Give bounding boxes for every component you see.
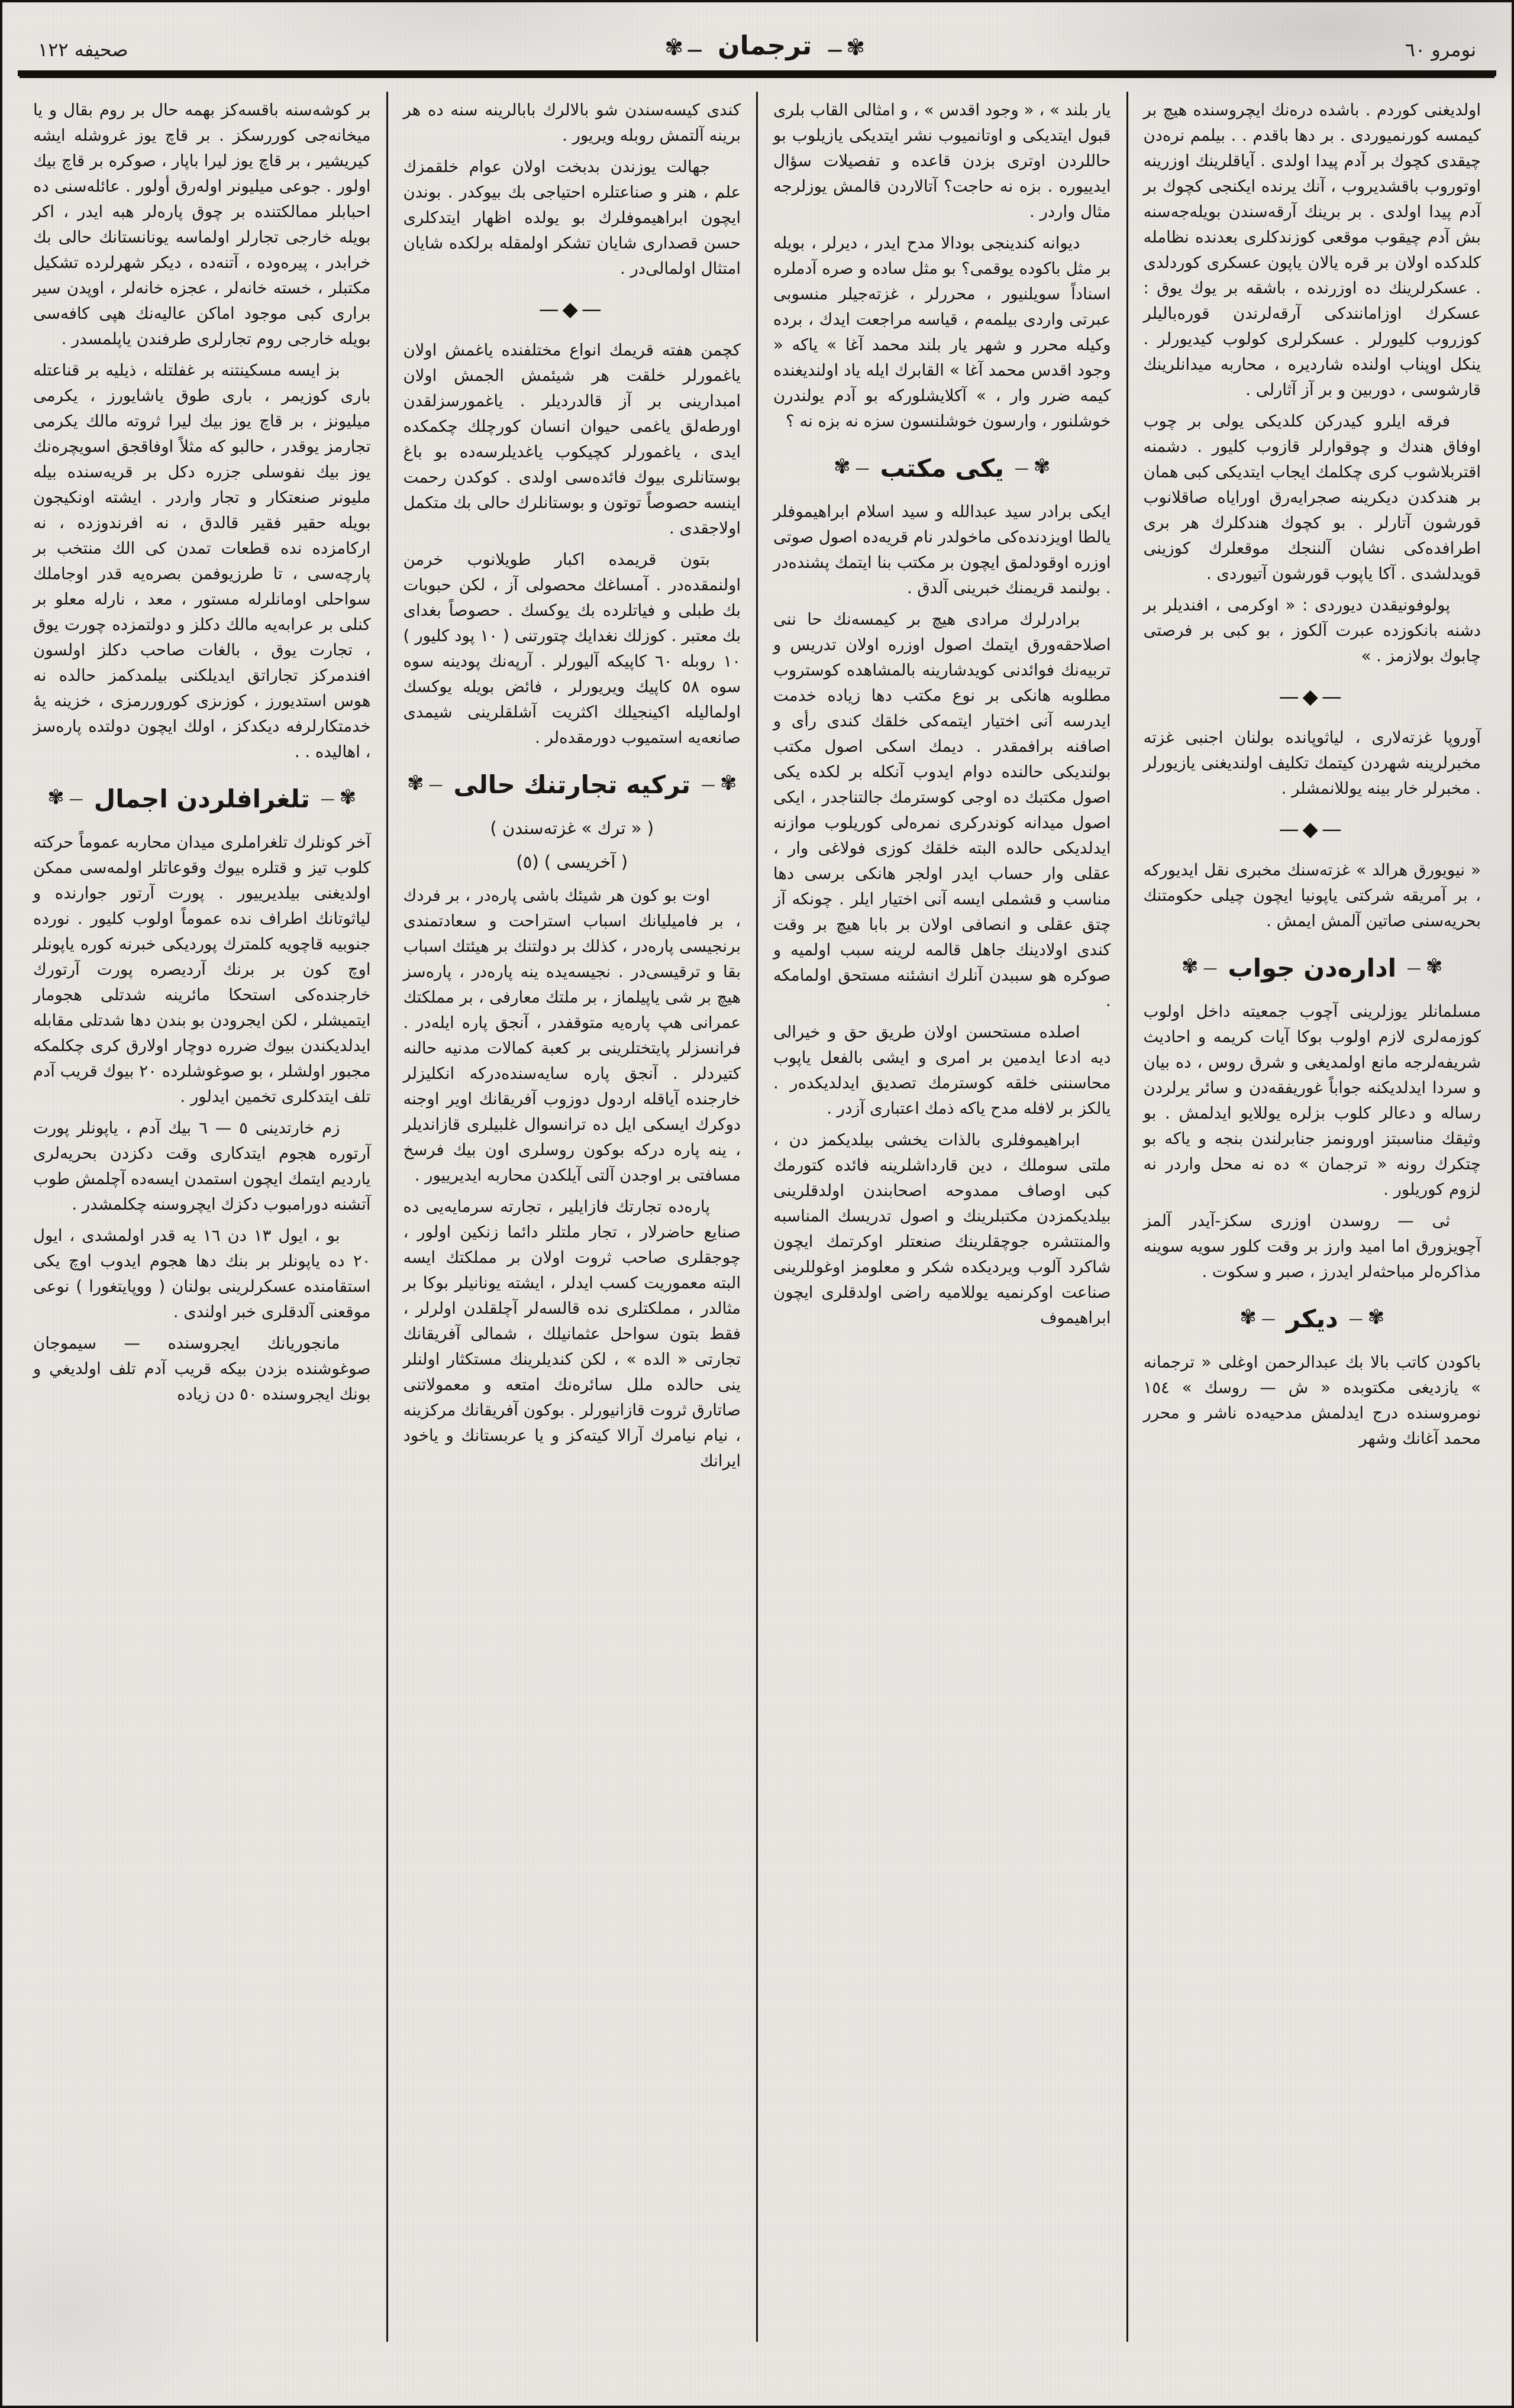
text-column-left	[18, 92, 388, 2342]
paragraph: باكودن كاتب بالا بك عبدالرحمن اوغلى « ترجمانه » يازديغى مكتوبده « ش — روسك » ١٥٤ نومروسنده درج ايدلمش مدحيه‌ده ناشر و محرر محمد آغانك وشهر	[1143, 1353, 1481, 1448]
section-heading	[773, 454, 1111, 481]
section-heading	[403, 771, 741, 798]
section-heading-text: تركيه تجارتنك حالى	[453, 770, 690, 799]
columns-area	[2, 76, 1512, 2342]
paragraph: يار بلند » ، « وجود اقدس » ، و امثالى القاب بلرى قبول ايتديكى و اوتانميوب نشر ايتديكى يازيلوب بو حاللردن اوترى بزدن قاعده و تفصيلات سؤال ايدييوره . بزه نه حاجت؟ آتالاردن قالمش يوزلرجه مثال واردر .	[773, 101, 1111, 221]
section-heading	[1144, 954, 1481, 981]
paragraph: آوروپا غزته‌لارى ، لياثوپانده بولنان اجنبى غزته مخبرلرينه شهردن كيتمك تكليف اولنديغنى يازيورلر . مخبرلر خار بينه يوللانمشلر .	[1143, 728, 1481, 798]
text-column-center-left	[388, 92, 758, 2342]
issue-number-label: نومرو ٦٠	[1405, 38, 1476, 61]
fleuron-icon: ✾ —	[321, 785, 357, 812]
paragraph: بو ، ايول ١٣ دن ١٦ يه قدر اولمشدى ، ايول ٢٠ ده ياپونلر بر بنك دها هجوم ايدوب اوچ يكى استقامنده عسكرلرينى بولنان ( ووپايتغورا ) نوعى موقعنى آلدقلرى خبر اولندى .	[33, 1226, 371, 1321]
fleuron-icon: — ✾	[1181, 954, 1218, 981]
paragraph: كندى كيسه‌سندن شو بالالرك بابالرينه سنه ده هر برينه آلتمش روبله ويريور .	[403, 101, 741, 145]
fleuron-icon: ✾ —	[827, 34, 869, 60]
paragraph: بر كوشه‌سنه باقسه‌كز بهمه حال بر روم بقال و يا ميخانه‌جى كوررسكز . بر قاچ يوز غروشله ايشه كيريشير ، بر قاچ يوز ليرا باپار ، صوكره بر قاچ بيك اولور . جوعى ميليونر اوله‌رق أولور . عائله‌سنى ده احبابلر ممالكتنده بر چوق پاره‌لر هبه ايدر ، اكر بويله خارجى تجارلر اولماسه يونانستانك حالى بك خرابدر ، پيره‌وده ، آتنه‌ده ، ديكر شهرلرده تشكيل مكتبلر ، خسته خانه‌لر ، عجزه خانه‌لر ، اوپدن سير برارى كبى موجود اماكن عاليه‌نك هپى كافه‌سى بويله خارجى روم تجارلرى طرفندن ياپلمسدر .	[33, 101, 371, 348]
fleuron-icon: ✾ —	[1349, 1305, 1385, 1332]
masthead	[664, 31, 869, 61]
section-subheading: ( آخريسى ) (٥)	[516, 852, 628, 872]
fleuron-icon: — ✾	[47, 785, 83, 812]
paragraph: فرقه ايلرو كيدركن كلديكى يولى بر چوب اوفاق هندك و چوقوارلر قازوب كليور . دشمنه اقتربلاشوب كرى چكلمك ايجاب ايتديكى كبى همان بر هندكدن ديكرينه صجرايه‌رق اوراياه صاقلانوب قورشون آتارلر . بو كچوك هندكلرك هر برى اطرافده‌كى نشان آلننجك موقعلرك كوزينى قويدلشدى . آكا ياپوب قورشون آتيوردى .	[1143, 412, 1481, 583]
paragraph: پولوفونيقدن ديوردى : « اوكرمى ، افنديلر بر دشنه بانكوزده عبرت آلكوز ، بو كبى بر فرصتى چابوك بولا‌زمز . »	[1143, 596, 1481, 665]
paragraph: « نيويورق هرالد » غزته‌سنك مخبرى نقل ايديوركه ، بر آمريقه شركتى ياپونيا ايچون چيلى حكومتنك بحريه‌سنى صاتين آلمش ايمش .	[1143, 861, 1481, 930]
paragraph: برادرلرك مرادى هيچ بر كيمسه‌نك حا ننى اصلاحقه‌ورق ايتمك اصول اوزره اولان تدريس و تربيه‌نك فوائدنى كويدشارينه بالمشاهده كوستروب مطلوبه هانكى بر نوع مكتب دها زياده خدمت ايدرسه آنى اختيار ايتمه‌كى خلقك كندى رأى و اصافنه برافمقدر . ديمك اسكى اصول مكتب بولنديكى حالنده دوام ايدوب آنكله بر لكده يكى اصول مكتبك ده اوجى كوسترمك جالتناجدر ، ايكى اصول ميدانه كوندركرى نمره‌لى كوريلوب موازنه ايدلديكى حالده البته خلقك كوزى فولاغى وار ، عقلى وار حساب ايدر اولجر هانكى برسى دها مناسب و قشملى ايسه آنى اختيار ايلر . چونكه آز چتق عقلى و انصافى اولان بر بابا هيچ بر وقت كندى اولادينك جاهل قالمه لرينه سبب اولميه و صوكره هو سببدن آنلرك انشئنه مستحق اولمامكه .	[773, 610, 1111, 1010]
section-heading	[33, 785, 371, 812]
paragraph: اولديغنى كوردم . باشده دره‌نك ايچروسنده هيچ بر كيمسه كورنميوردى . بر دها باقدم . . بيلمم نره‌دن چيقدى كچوك بر آدم پيدا اولدى . آياقلرينك اوزرينه اوتوروب باقشديروب ، آنك يرنده ايكنجى كچوك بر آدم پيدا اولدى . بر برينك آرقه‌سندن بويله‌جه‌سنه بش آدم چيقوب موقعى كوزندكلرى بعدنده نظامله كلدكده اولان بر قره يالان ياپون عسكرى كوردلدى . عسكرلرينك ده اوزرنده ، باشقه بر يوك يوق : عسكرك اوزامانندكى آرقه‌لرندن قوره‌باليلر كوزروب كليورلر . عسكرلرى كولوب كيديورلر . ينكل اوپناب اولنده شارديره ، محاربه ميدانلرينك قارشوسى ، دوربين و بر آز آثارلى .	[1143, 101, 1481, 399]
diamond-divider: —◆—	[1279, 817, 1345, 841]
section-heading	[1144, 1305, 1481, 1332]
paragraph: زم خارتدينى ٥ — ٦ بيك آدم ، ياپونلر پورت آرتوره هجوم ايتدكارى وقت دكزدن بحريه‌لرى يارديم ايتمك ايچون استمدن ايسه‌ده آچلمش طوب آتشنه دورامبوب دكزك ايچروسنه چكلمشدر .	[33, 1119, 371, 1214]
fleuron-icon: ✾ —	[1407, 954, 1443, 981]
page-header	[2, 2, 1512, 67]
paragraph: ابراهيموفلرى بالذات يخشى بيلديكمز دن ، ملتى سوملك ، دين قارداشلرينه فائده كتورمك كبى اوصاف ممدوحه اصحابندن اولدقلرينى بيلديكمزدن مكتبلرينك و اصول تدريسك المناسبه والمنتشره جوچقلرينك صنعتلر اوكرتمك ايچون شاكرد آلوب ويرديكده شكر و معلومز اوغوللرينى صناعت اوكرنميه يوللاميه راضى اولدقلرى ايچون ابراهيموف	[773, 1130, 1111, 1327]
paragraph: ايكى برادر سيد عبدالله و سيد اسلام ابراهيموفلر يالطا اويزدنده‌كى ماخولدر نام قريه‌ده اصول صوتى اوزره اوقودلمق ايچون بر مكتب بنا ايتمك پشنده‌در . بولنمد قريمنك خبرينى آلدق .	[773, 502, 1111, 597]
paragraph: مسلمانلر يوزلرينى آچوب جمعيته داخل اولوب كوزمه‌لرى لازم اولوب بوكا آيات كريمه و احاديث شريفه‌لرجه مانع اولمديغى و شرق روس ، ده بيان و سردا ايدلديكنه جواباً غوريفقه‌دن و سائر يرلردن رساله و دعالر كلوب بزلره يوللايو ايدلمش . بو وثيقك مناسبتز اورونمز جنابرلندن بنجه و ياكه بو چتكرك رونه « ترجمان » ده نه محل واردر نه لزوم كوريلور .	[1143, 1002, 1481, 1199]
paragraph: آخر كونلرك تلغراملرى ميدان محاربه عموماً حركته كلوب تيز و قتلره بيوك وقوعاتلر اولمه‌سى ممكن اولديغنى بيلديرييور . پورت آرتور جوارنده و لياثوتانك اطراف نده عموماً اولوب كليور . نورده جنوبيه قاچويه كلمترك پورديكى خبرنه كوره ياپونلر اوچ كون بر برنك آرديصره پورت آرتورك خارجنده‌كى استحكا مائرينه شدتلى هجومار ايتميشلر ، لكن ايجرودن بو بندن دها شدتلى مقابله ايدلديكندن بيوك ضرره دوچار اولارق كرى چكلمكه مجبور اولشلر ، بو صوغوشلرده ٢٠ بيوك قريب آدم تلف ايتدكلرى تخمين ايدلور .	[33, 833, 371, 1106]
paragraph: بز ايسه مسكينتنه بر غفلتله ، ذيليه بر قناعتله بارى كوزيمر ، بارى طوق ياشايورز ، يكرمى ميليونز ، بر قاچ يوز بيك ليرا ثروته مالك يكرمى تجارمز يوقدر ، حالبو كه مثلاً اوفاقجق اسويچره‌نك يوز بيك نفوسلى جزره دكل بر قريه‌سنده بيله مليونر صنعتكار و تجار واردر . ايشته اونكيجون بويله حقير فقير قالدق ، نه افرندوزده ، نه اركامزده نده قطعات تمدن كى الك منتخب بر پارچه‌سى ، تا طرزيوفمن بصره‌يه قدر اوجاملك سواحلى اومانلرله مستور ، معد ، نارله معلو بر كنلى بر عرابه‌يه مالك دكلز و دولتمزده چورت يوق ، تجارت يوق ، بالغات صاحب دكلز اولسون افندمركز تجاراتق ايديلكنى بيلمدكمز حالده نه هوس استديورز ، كوزىزى كوروررمزى ، خزينه يۀ خدمتكارلرفه ديكدكز ، اولك ايچون دولتده پاره‌سز ، اهاليده . .	[33, 361, 371, 761]
text-column-center-right	[758, 92, 1128, 2342]
diamond-divider: —◆—	[538, 298, 605, 321]
section-heading-text: اداره‌دن جواب	[1228, 953, 1397, 982]
paragraph: ثى — روسدن اوزرى سكز-آيدر آلمز آچويزورق اما اميد وارز بر وقت كلور سويه سوينه مذاكره‌لر مباحثه‌لر ايدرز ، صبر و سكوت .	[1143, 1211, 1481, 1281]
fleuron-icon: — ✾	[834, 454, 870, 481]
fleuron-icon: — ✾	[407, 771, 443, 798]
paragraph: مانجوريانك ايجروسنده — سيموجان صوغوشنده بزدن بيكه قريب آدم تلف اولديغي و بونك ايجروسنده ٥٠ دن زياده	[33, 1334, 371, 1404]
paragraph: اوت بو كون هر شيئك باشى پاره‌در ، بر فردك ، بر فاميليانك اسباب استراحت و سعادتمندى برنجيسى پاره‌در ، كذلك بر دولتنك بر هيئتك اسباب بقا و ترقيسى‌در . نجيسه‌يده ينه پاره‌در ، پاره‌سز هيچ بر شى ياپيلماز ، بر ملتك معارفى ، بر مملكتك عمرانى هپ پاره‌يه متوقفدر ، آنجق پاره ايله‌در . فرانسزلر پايتختلرينى بر كعبة كمالات مدنيه حالنه كتيردلر . آنجق پاره سايه‌سنده‌دركه انكليزلر خارجنده آياقلە اردول دوزوب آفريقانك اوير اوجنه دوكرك ايسكى ايل ده ترانسوال غلبيلرى قازانديلر ، ينه پاره دركه بوكون روسلرى اون بيك فرسخ مسافتى بر اوجدن آلتى آيلكدن محاربه ايديرييور .	[403, 886, 741, 1185]
header-rule	[18, 70, 1496, 76]
paragraph: بتون قريمده اكبار طويلانوب خرمن اولنمقده‌در . آمساغك محصولى آز ، لكن حبوبات بك طبلى و فياتلرده بك يوكسك . حصوصاً بغداى بك معتبر . كوزلك نغدايك چتورتنى ( ١٠ پود كليور ) ١٠ روبله ٦٠ كاپيكه آليورلر . آرپه‌نك پودينه سوه سوه ٥٨ كاپيك ويريورلر ، فائض بويله يوكسك اولماليله اكينجيلك اكثريت آشلقلرينى شيمدى صانعه‌يه استميوب دورمقده‌لر .	[403, 550, 741, 747]
masthead-title: ترجمان	[718, 31, 812, 61]
paragraph: كچمن هفته قريمك انواع مختلفنده ياغمش اولان ياغمورلر خلقت هر شيئمش الجمش اولان امبدارينى بر آز قالدرديلر . ياغمورسزلقدن اورطه‌لق ياغمى حيوان انسان كورچلك چكمكده ايدى ، ياغمورلر كچيكوب ياغديلرسه‌ده بو باغ بوستانلرى بيوك فائده‌سى اولدى . كوكدن رحمت اينسه حصوصاً توتون و بوستانلرك حالى بك متكمل اولاجقدى .	[403, 341, 741, 538]
paragraph: اصلده مستحسن اولان طريق حق و خيرالى ديه ادعا ايدمين بر امرى و ايشى بالفعل ياپوب محاسننى خلقه كوسترمك تصديق ايدلديكده‌ر . يالكز بر لافله مدح ياكه ذمك اعتبارى آزدر .	[773, 1023, 1111, 1118]
fleuron-icon: ✾ —	[701, 771, 737, 798]
paragraph: جهالت يوزندن بدبخت اولان عوام خلقمزك علم ، هنر و صناعتلره احتياجى بك بيوكدر . بوندن ايچون ابراهيموفلرك بو يولده اظهار ايتدكلرى حسن قصدارى شايان تشكر اولمقله برلكده شايان امتثال اولمالى‌در .	[403, 157, 741, 278]
page-number-label: صحيفه ١٢٢	[38, 38, 128, 61]
text-column-right	[1128, 92, 1497, 2342]
section-subheading: ( « ترك » غزته‌سندن )	[490, 818, 654, 838]
paragraph: پاره‌ده تجارتك فازايلير ، تجارته سرمايه‌يى ده صنايع حاضرلار ، تجار ملتلر دائما زنكين اولور ، چوجقلرى صاحب ثروت اولان بر مملكتك ايسه البته معموريت كسب ايدلر ، ايشته يونانيلر بوكا بر مثالدر ، مملكتلرى نده قالسه‌لر آچلقلدن اولرلر ، فقط بتون سواحل عثمانيلك ، شمالى آفريقانك تجارتى « الده » ، لكن كنديلرينك مستكثار اولنلر ينى حالده ملل سائره‌نك امتعه و معمولاتنى صاتارق ثروت قازانيورلر . بوكون آفريقانك مركزينه ، نيام نيامرك آرالا كيته‌كز و يا عربستانك و ياخود ايرانك	[403, 1197, 741, 1470]
fleuron-icon: — ✾	[1239, 1305, 1276, 1332]
section-heading-text: تلغرافلردن اجمال	[93, 784, 310, 813]
fleuron-icon: — ✾	[664, 34, 702, 60]
fleuron-icon: ✾ —	[1015, 454, 1051, 481]
paragraph: ديوانه كندينجى بودالا مدح ايدر ، ديرلر ، بويله بر مثل باكوده يوقمى؟ بو مثل ساده و صره آدملره اسناداً سويلنيور ، محررلر ، غزته‌جيلر منسوبى عبرتى واردى بيلمه‌م ، قياسه مراجعت ايدك ، برده وكيله محرر و شهر يار بلند محمد آغا » ياكه « وجود اقدس محمد آغا » القابرك ايله ياد اولنديغنده كيمه ضرر وار ، » آكلايشلوركه بو آدم يولندرن خوشلنور ، وارسون خوشلنسون سزه نه بزه نه ؟	[773, 234, 1111, 431]
section-heading-text: يكى مكتب	[880, 453, 1004, 483]
section-heading-text: ديكر	[1286, 1304, 1338, 1333]
diamond-divider: —◆—	[1279, 685, 1345, 709]
